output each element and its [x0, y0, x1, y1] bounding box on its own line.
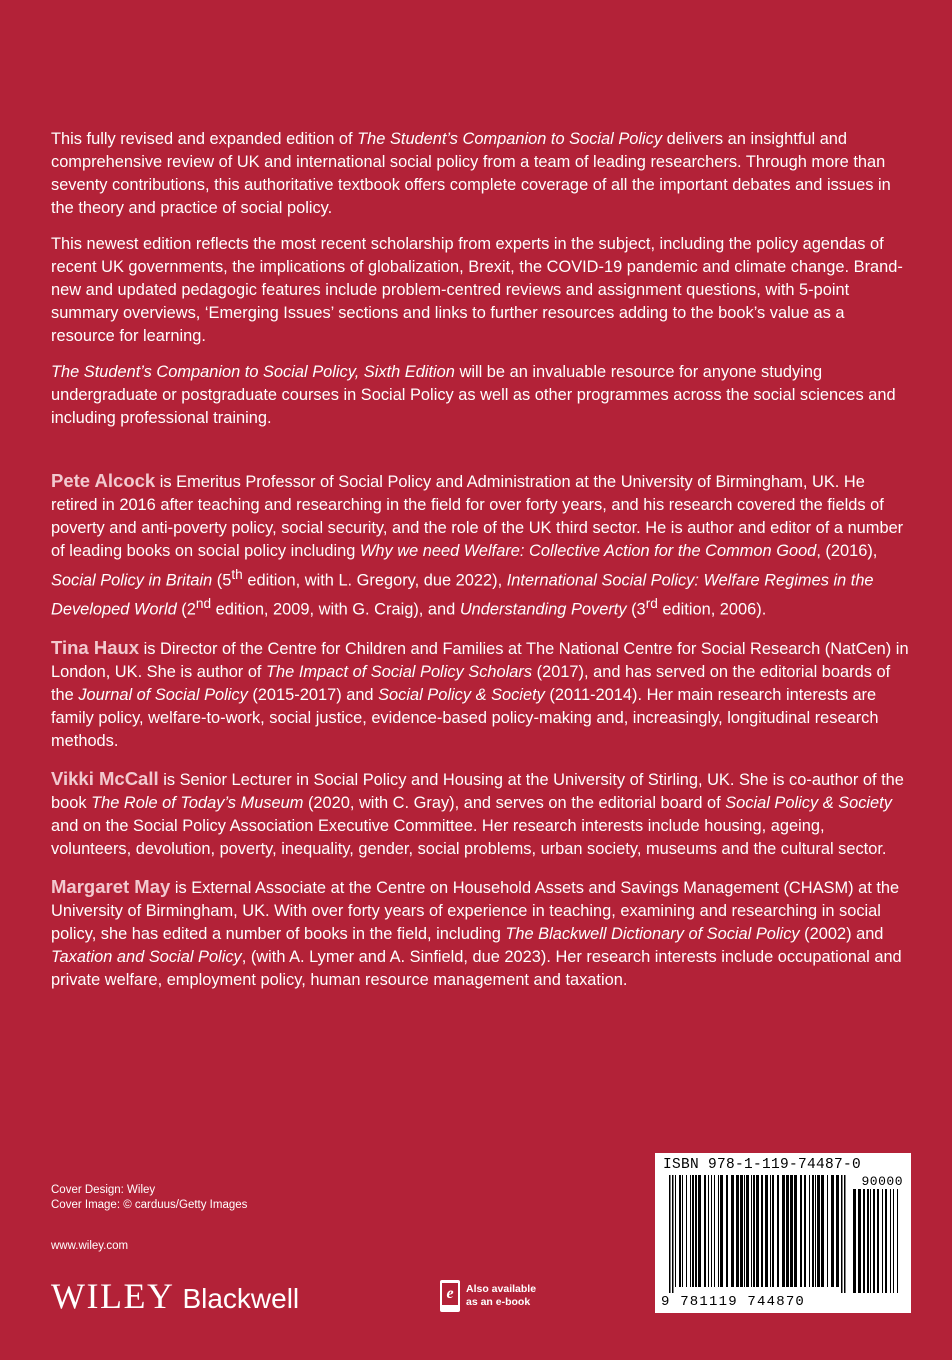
blackwell-wordmark: Blackwell [182, 1283, 300, 1314]
barcode-addon-bar [897, 1189, 898, 1293]
isbn-barcode [655, 1153, 911, 1313]
barcode-bar [827, 1175, 828, 1287]
barcode-bar [844, 1175, 846, 1293]
barcode-bar [714, 1175, 715, 1287]
barcode-bar [718, 1175, 719, 1287]
barcode-bar [682, 1175, 683, 1287]
barcode-bar [804, 1175, 806, 1287]
wiley-wordmark: WILEY [51, 1276, 175, 1316]
barcode-bar [679, 1175, 681, 1287]
barcode-addon-bar [893, 1189, 894, 1293]
barcode-bar [809, 1175, 810, 1287]
barcode-bar [690, 1175, 691, 1287]
barcode-bar [794, 1175, 797, 1287]
barcode-bar [782, 1175, 785, 1287]
bio-margaret-may: Margaret May is External Associate at the Centre on Household Assets and Savings Management (CHASM) at the University of Birmingham, UK. With over forty years of experience in teaching, examining and researching in social policy, she has edited a number of books in the field, including The Blackwell Dictionary of Social Policy (2002) and Taxation and Social Policy, (with A. Lymer and A. Sinfield, due 2023). Her research interests include occupational and private welfare, employment policy, human resource management and taxation. [51, 875, 902, 989]
barcode-bar [669, 1175, 671, 1293]
barcode-bar [746, 1175, 749, 1287]
cover-credits [51, 1183, 247, 1213]
book-title: The Student’s Companion to Social Policy, Sixth Edition [51, 363, 455, 381]
barcode-bar [711, 1175, 712, 1287]
barcode-bar [831, 1175, 834, 1287]
barcode-addon-bar [890, 1189, 891, 1293]
barcode-bar [772, 1175, 774, 1287]
barcode-bar [817, 1175, 820, 1287]
barcode-bar [765, 1175, 768, 1287]
cover-image-credit: Cover Image: © carduus/Getty Images [51, 1199, 248, 1211]
barcode-addon-bar [885, 1189, 887, 1293]
bio-vikki-mccall: Vikki McCall is Senior Lecturer in Social Policy and Housing at the University of Stirling, UK. She is co-author of the book The Role of Today’s Museum (2020, with C. Gray), and serves on the editorial board of Social Policy & Society and on the Social Policy Association Executive Committee. Her research interests include housing, ageing, volunteers, devolution, poverty, inequality, gender, social problems, urban society, museums and the cultural sector. [51, 767, 904, 858]
barcode-bars [661, 1175, 905, 1293]
barcode-bar [726, 1175, 728, 1287]
barcode-addon-bar [858, 1189, 861, 1293]
barcode-bar [720, 1175, 723, 1287]
description-paragraph-2: This newest edition reflects the most recent scholarship from experts in the subject, including the policy agendas of recent UK governments, the implications of globalization, Brexit, the COVID-19 pandemic and climate change. Brand-new and updated pedagogic features include problem-centred reviews and assignment questions, with 5-point summary overviews, ‘Emerging Issues’ sections and links to further resources adding to the book’s value as a resource for learning. [51, 235, 903, 345]
barcode-bar [815, 1175, 816, 1287]
barcode-bar [675, 1175, 676, 1287]
barcode-bar [777, 1175, 779, 1287]
barcode-bar [692, 1175, 694, 1287]
barcode-bar [751, 1175, 752, 1287]
author-name: Tina Haux [51, 636, 140, 658]
barcode-bar [695, 1175, 697, 1287]
bio-tina-haux: Tina Haux is Director of the Centre for Children and Families at The National Centre for Social Research (NatCen) in London, UK. She is author of The Impact of Social Policy Scholars (2017), and has served on the editorial boards of the Journal of Social Policy (2015-2017) and Social Policy & Society (2011-2014). Her main research interests are family policy, welfare-to-work, social justice, evidence-based policy-making and, increasingly, longitudinal research methods. [51, 636, 909, 750]
author-bios [51, 469, 909, 1006]
author-name: Vikki McCall [51, 767, 159, 789]
barcode-addon-bar [863, 1189, 865, 1293]
author-name: Margaret May [51, 875, 171, 897]
description-paragraph-3: The Student’s Companion to Social Policy, Sixth Edition will be an invaluable resource for anyone studying undergraduate or postgraduate courses in Social Policy as well as other programmes across the social sciences and including professional training. [51, 363, 896, 427]
barcode-addon-bar [853, 1189, 856, 1293]
barcode-bar [756, 1175, 759, 1287]
barcode-bar [686, 1175, 687, 1287]
barcode-addon-bar [873, 1189, 875, 1293]
description-paragraph-1: This fully revised and expanded edition of The Student’s Companion to Social Policy delivers an insightful and comprehensive review of UK and international social policy from a team of leading researchers. Through more than seventy contributions, this authoritative textbook offers complete coverage of all the important debates and issues in the theory and practice of social policy. [51, 130, 891, 217]
isbn-text: ISBN 978-1-119-74487-0 [663, 1157, 862, 1173]
barcode-bar [812, 1175, 814, 1287]
author-name: Pete Alcock [51, 470, 156, 491]
barcode-bar [836, 1175, 839, 1287]
publisher-url[interactable]: www.wiley.com [51, 1240, 129, 1252]
book-title: The Student’s Companion to Social Policy [357, 130, 663, 148]
barcode-bar [698, 1175, 701, 1287]
barcode-bar [786, 1175, 789, 1287]
ebook-notice [440, 1279, 536, 1313]
barcode-bar [841, 1175, 843, 1293]
barcode-bar [704, 1175, 706, 1287]
barcode-bar [753, 1175, 755, 1287]
barcode-bar [800, 1175, 802, 1287]
barcode-bar [761, 1175, 763, 1287]
barcode-bar [708, 1175, 709, 1287]
barcode-bar [744, 1175, 745, 1287]
barcode-bar [736, 1175, 739, 1287]
ebook-line-2: as an e-book [466, 1296, 531, 1308]
barcode-bar [790, 1175, 793, 1287]
price-addon-code: 90000 [861, 1174, 903, 1189]
ebook-line-1: Also available [466, 1283, 537, 1295]
barcode-addon-bar [867, 1189, 869, 1293]
barcode-addon-bar [877, 1189, 879, 1293]
barcode-bar [821, 1175, 824, 1287]
barcode-addon-bar [870, 1189, 871, 1293]
barcode-bar [731, 1175, 734, 1287]
wiley-blackwell-logo [51, 1275, 299, 1315]
cover-design-credit: Cover Design: Wiley [51, 1184, 156, 1196]
barcode-number: 9 781119 744870 [661, 1294, 806, 1310]
ebook-icon: e [440, 1280, 460, 1312]
barcode-bar [672, 1175, 674, 1293]
barcode-bar [740, 1175, 743, 1287]
book-description [51, 128, 909, 443]
bio-pete-alcock: Pete Alcock is Emeritus Professor of Social Policy and Administration at the University of Birmingham, UK. He retired in 2016 after teaching and researching in the field for over forty years, and his research covered the fields of poverty and anti-poverty policy, social security, and the role of the UK third sector. He is author and editor of a number of leading books on social policy including Why we need Welfare: Collective Action for the Common Good, (2016), Social Policy in Britain (5th edition, with L. Gregory, due 2022), International Social Policy: Welfare Regimes in the Developed World (2nd edition, 2009, with G. Craig), and Understanding Poverty (3rd edition, 2006). [51, 470, 904, 619]
barcode-bar [770, 1175, 771, 1287]
barcode-addon-bar [882, 1189, 883, 1293]
